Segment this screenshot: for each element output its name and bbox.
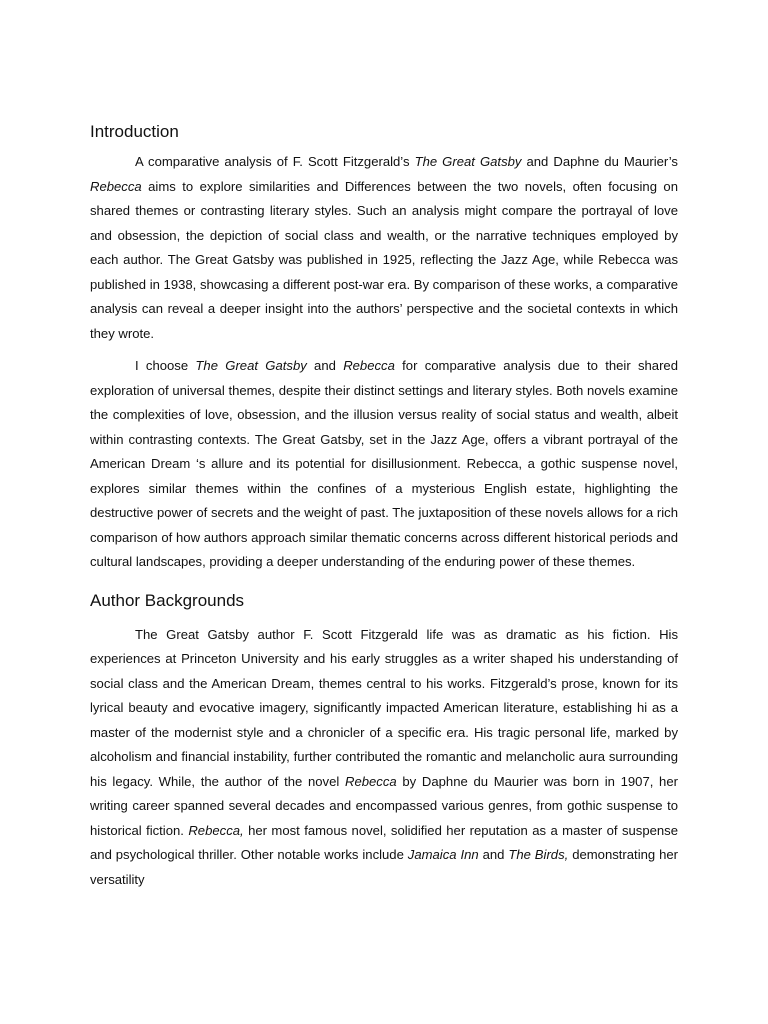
italic-title: Rebecca bbox=[90, 178, 142, 194]
italic-title: Jamaica Inn bbox=[407, 847, 479, 862]
italic-title: The Great Gatsby bbox=[414, 154, 522, 169]
italic-title: Rebecca bbox=[343, 358, 395, 373]
italic-title: Rebecca, bbox=[188, 822, 244, 838]
paragraph: A comparative analysis of F. Scott Fitzgerald’s The Great Gatsby and Daphne du Maurier’s Rebecca aims to explore similarities and Differences between the two novels, often focusing on shared themes or contrasting literary styles. Such an analysis might compare the portrayal of love and obsession, the depiction of social class and wealth, or the narrative techniques employed by each author. The Great Gatsby was published in 1925, reflecting the Jazz Age, while Rebecca was published in 1938, showcasing a different post-war era. By comparison of these works, a comparative analysis can reveal a deeper insight into the authors’ perspective and the societal contexts in which they wrote. bbox=[90, 154, 678, 341]
paragraph: The Great Gatsby author F. Scott Fitzgerald life was as dramatic as his fiction. His experiences at Princeton University and his early struggles as a writer shaped his understanding of social class and the American Dream, themes central to his works. Fitzgerald’s prose, known for its lyrical beauty and evocative imagery, significantly impacted American literature, establishing hi as a master of the modernist style and a chronicler of a specific era. His tragic personal life, marked by alcoholism and financial instability, further contributed the romantic and melancholic aura surrounding his legacy. While, the author of the novel Rebecca by Daphne du Maurier was born in 1907, her writing career spanned several decades and encompassed various genres, from gothic suspense to historical fiction. Rebecca, her most famous novel, solidified her reputation as a master of suspense and psychological thriller. Other notable works include Jamaica Inn and The Birds, demonstrating her versatility bbox=[90, 626, 678, 887]
section-heading-author-backgrounds: Author Backgrounds bbox=[90, 590, 245, 610]
italic-title: Rebecca bbox=[344, 773, 397, 789]
italic-title: The Great Gatsby bbox=[195, 358, 307, 373]
paragraph: I choose The Great Gatsby and Rebecca for comparative analysis due to their shared exploration of universal themes, despite their distinct settings and literary styles. Both novels examine the complexities of love, obsession, and the illusion versus reality of social status and wealth, albeit within contrasting contexts. The Great Gatsby, set in the Jazz Age, offers a vibrant portrayal of the American Dream ‘s allure and its potential for disillusionment. Rebecca, a gothic suspense novel, explores similar themes within the confines of a mysterious English estate, highlighting the destructive power of secrets and the weight of past. The juxtaposition of these novels allows for a rich comparison of how authors approach similar thematic concerns across different historical periods and cultural landscapes, providing a deeper understanding of the enduring power of these themes. bbox=[90, 358, 678, 569]
section-heading-introduction: Introduction bbox=[90, 122, 179, 141]
italic-title: The Birds, bbox=[508, 847, 569, 862]
